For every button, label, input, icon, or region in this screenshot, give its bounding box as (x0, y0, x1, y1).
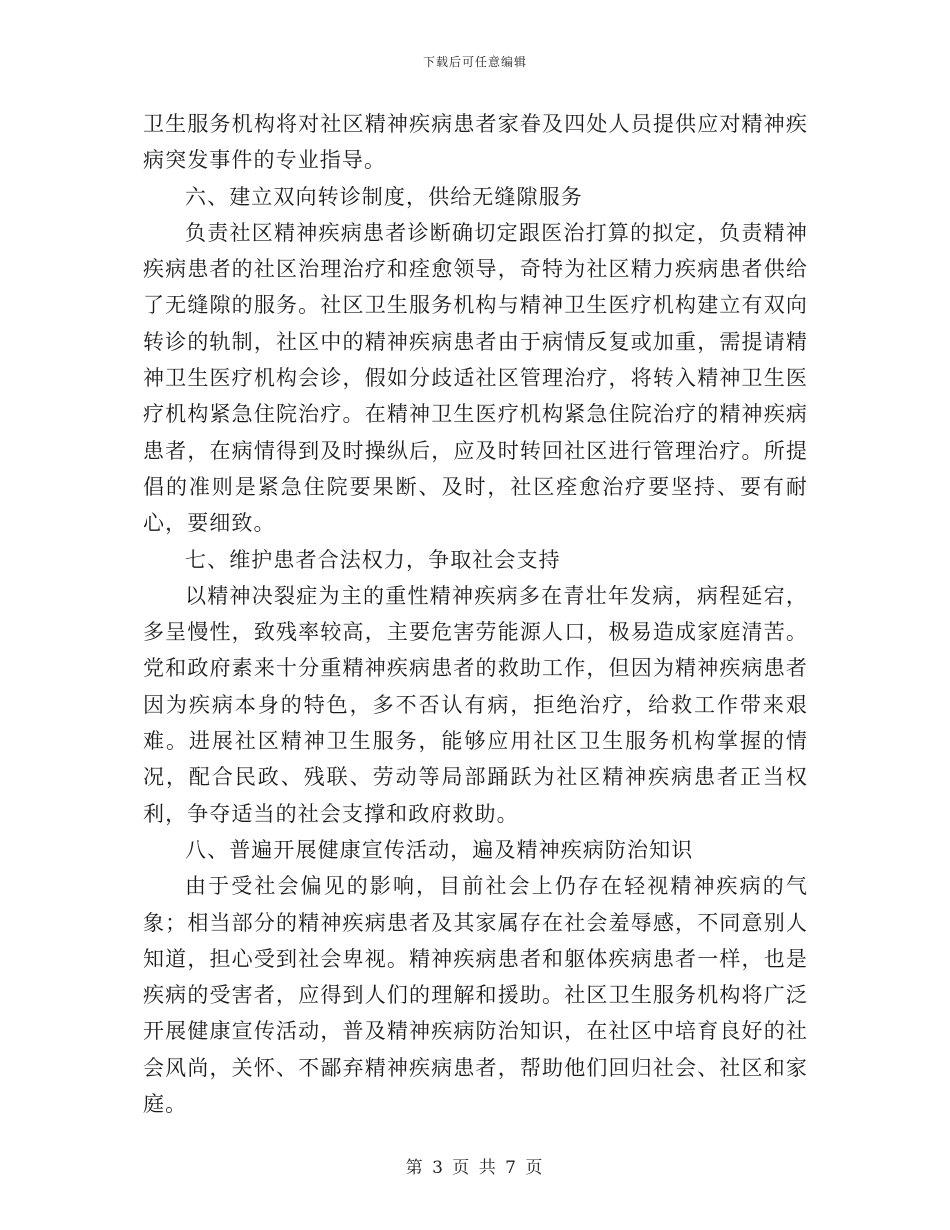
paragraph-1: 卫生服务机构将对社区精神疾病患者家眷及四处人员提供应对精神疾病突发事件的专业指导。 (143, 112, 808, 173)
section-heading-7: 七、维护患者合法权力，争取社会支持 (185, 547, 561, 572)
section-heading-6: 六、建立双向转诊制度，供给无缝隙服务 (185, 184, 583, 209)
paragraph-3: 以精神决裂症为主的重性精神疾病多在青壮年发病，病程延宕，多呈慢性，致残率较高，主要危害劳能源人口，极易造成家庭清苦。党和政府素来十分重精神疾病患者的救助工作，但因为精神疾病患者因为疾病本身的特色，多不否认有病，拒绝治疗，给救工作带来艰难。进展社区精神卫生服务，能够应用社区卫生服务机构掌握的情况，配合民政、残联、劳动等局部踊跃为社区精神疾病患者正当权利，争夺适当的社会支撑和政府救助。 (143, 583, 808, 826)
paragraph-4: 由于受社会偏见的影响，目前社会上仍存在轻视精神疾病的气象；相当部分的精神疾病患者及其家属存在社会羞辱感，不同意别人知道，担心受到社会卑视。精神疾病患者和躯体疾病患者一样，也是疾病的受害者，应得到人们的理解和援助。社区卫生服务机构将广泛开展健康宣传活动，普及精神疾病防治知识，在社区中培育良好的社会风尚，关怀、不鄙弃精神疾病患者，帮助他们回归社会、社区和家庭。 (143, 874, 808, 1117)
page-header: 下载后可任意编辑 (422, 55, 527, 69)
paragraph-2: 负责社区精神疾病患者诊断确切定跟医治打算的拟定，负责精神疾病患者的社区治理治疗和痊愈领导，奇特为社区精力疾病患者供给了无缝隙的服务。社区卫生服务机构与精神卫生医疗机构建立有双向转诊的轨制，社区中的精神疾病患者由于病情反复或加重，需提请精神卫生医疗机构会诊，假如分歧适社区管理治疗，将转入精神卫生医疗机构紧急住院治疗。在精神卫生医疗机构紧急住院治疗的精神疾病患者，在病情得到及时操纵后，应及时转回社区进行管理治疗。所提倡的准则是紧急住院要果断、及时，社区痊愈治疗要坚持、要有耐心，要细致。 (143, 220, 808, 536)
document-body (143, 106, 808, 1122)
page-number: 第 3 页 共 7 页 (405, 1158, 545, 1178)
section-heading-8: 八、普遍开展健康宣传活动，遍及精神疾病防治知识 (185, 837, 694, 862)
